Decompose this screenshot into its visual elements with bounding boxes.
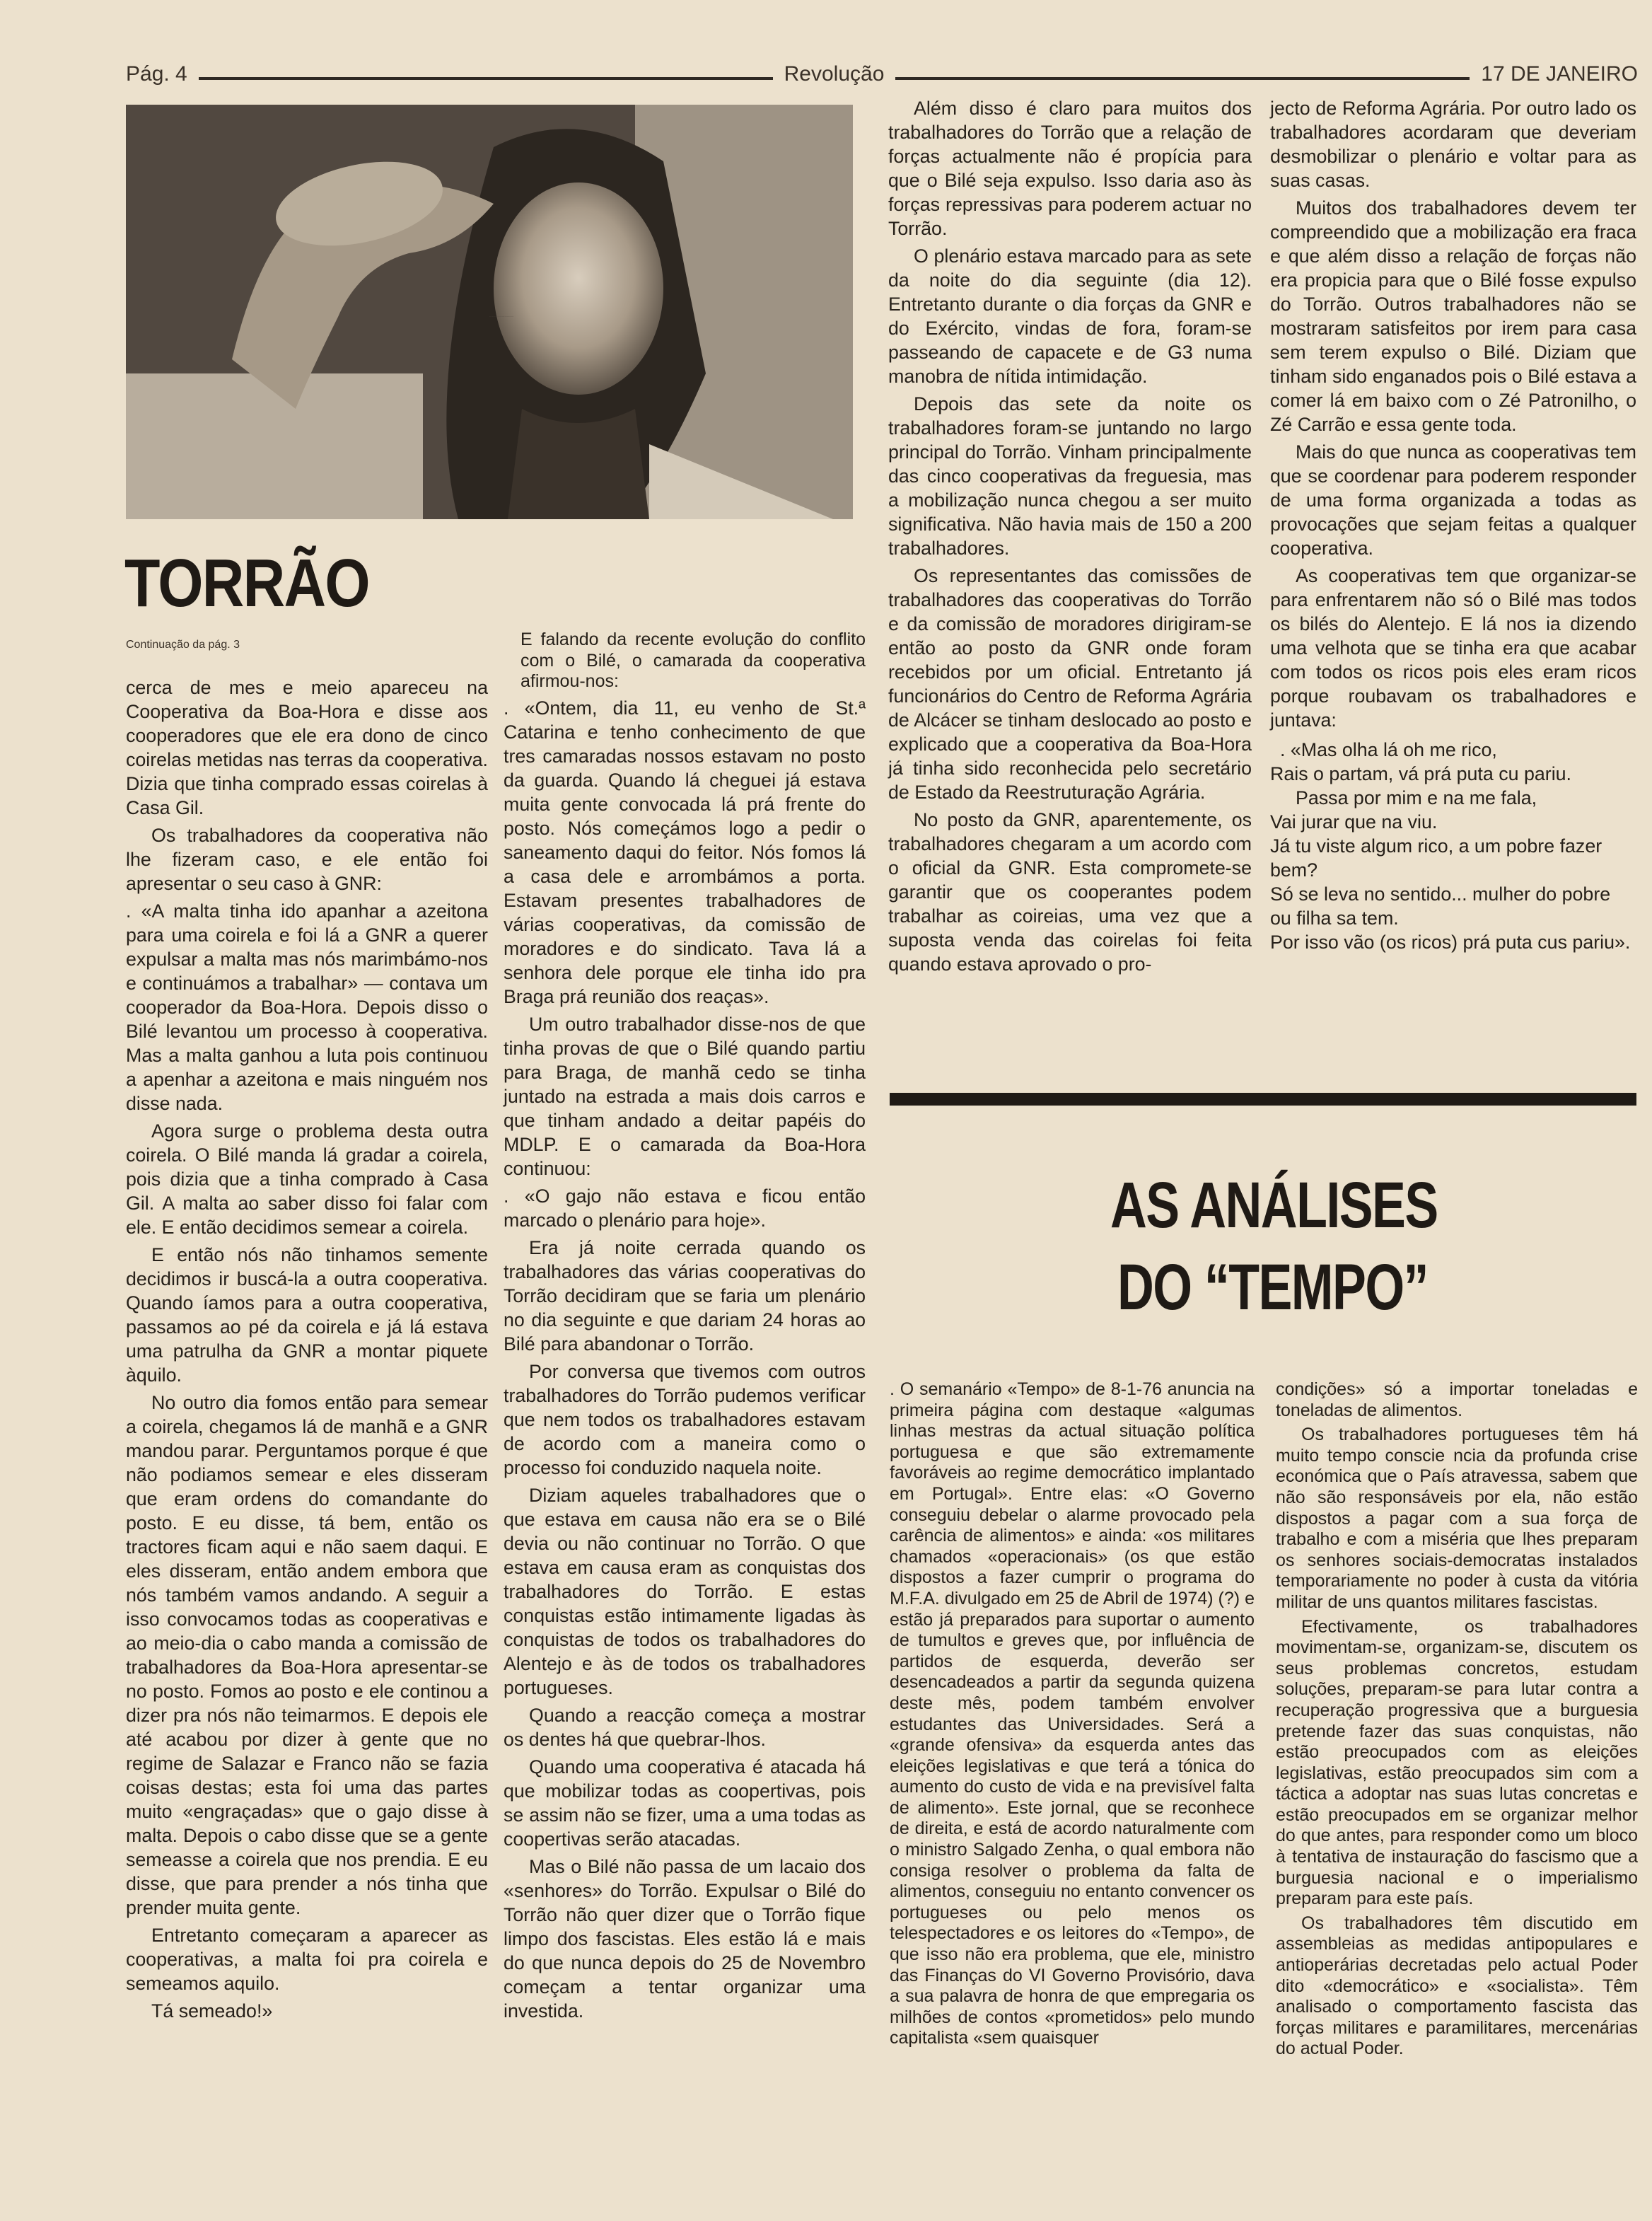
- paragraph: Mais do que nunca as cooperativas tem que se coordenar para poderem responder de uma forma organizada a todas as provocações que sejam feitas a qualquer cooperativa.: [1270, 441, 1636, 559]
- poem-line: Passa por mim e na me fala,: [1296, 787, 1537, 808]
- paragraph: Um outro trabalhador disse-nos de que tinha provas de que o Bilé quando partiu para Braga, de manhã cedo se tinha juntado na estrada a mais dois carros e que tinham andado a deitar papéis do MDLP. E o camarada da Boa-Hora continuou:: [504, 1013, 866, 1179]
- poem-line: Por isso vão (os ricos) prá puta cus pariu».: [1270, 932, 1631, 953]
- paragraph: Os trabalhadores portugueses têm há muito tempo conscie ncia da profunda crise económica que o País atravessa, sabem que não são responsáveis por ela, não estão dispostos a pagar com a sua força de trabalho e com a miséria que lhes preparam os senhores sociais-democratas instalados temporariamente no poder à custa da vitória militar de uns quantos militares fascistas.: [1276, 1425, 1638, 1612]
- paragraph: Era já noite cerrada quando os trabalhadores das várias cooperativas do Torrão decidiram que se faria um plenário no dia seguinte e que dariam 24 horas ao Bilé para abandonar o Torrão.: [504, 1236, 866, 1355]
- paragraph: jecto de Reforma Agrária. Por outro lado os trabalhadores acordaram que deveriam desmobilizar o plenário e voltar para as suas casas.: [1270, 98, 1636, 191]
- paragraph: . O semanário «Tempo» de 8-1-76 anuncia na primeira página com destaque «algumas linhas mestras da actual situação política portuguesa e que são extremamente favoráveis ao regime democrático implantado em Portugal». Entre elas: «O Governo conseguiu debelar o alarme provocado pela carência de alimentos» e ainda: «os militares chamados «operacionais» (os que estão dispostos a fazer cumprir o programa do M.F.A. divulgado em 25 de Abril de 1974) (?) e estão já preparados para suportar o aumento de tumultos e greves que, por influência de partidos de esquerda, deverão ser desencadeados a partir da segunda quizena deste mês, podem também envolver estudantes das Universidades. Será a «grande ofensiva» da esquerda antes das eleições legislativas e que terá a tónica do aumento do custo de vida e na previsível falta de alimento». Este jornal, que se reconhece de direita, e está de acordo naturalmente com o ministro Salgado Zenha, o qual embora não consiga resolver o problema da falta de alimentos, conseguiu no entanto convencer os portugueses ou pelo menos os telespectadores e os leitores do «Tempo», de que isso não era problema, que ele, ministro das Finanças do VI Governo Provisório, dava a sua palavra de honra de que empregaria os milhões de contos «prometidos» pelo mundo capitalista «sem quaisquer: [890, 1379, 1255, 2048]
- paragraph: cerca de mes e meio apareceu na Cooperativa da Boa-Hora e disse aos cooperadores que ele era dono de cinco coirelas metidas nas terras da cooperativa. Dizia que tinha comprado essas coirelas à Casa Gil.: [126, 677, 488, 818]
- paragraph: E então nós não tinhamos semente decidimos ir buscá-la a outra cooperativa. Quando íamos para a outra cooperativa, passamos ao pé da coirela e já lá estava uma patrulha da GNR a montar piquete àquilo.: [126, 1244, 488, 1386]
- continuation-note: Continuação da pág. 3: [126, 639, 240, 651]
- torrao-column-3: [888, 96, 1252, 980]
- paragraph: Depois das sete da noite os trabalhadores foram-se juntando no largo principal do Torrão. Vinham principalmente das cinco cooperativas da freguesia, mas a mobilização nunca chegou a ser muito significativa. Não havia mais de 150 a 200 trabalhadores.: [888, 393, 1252, 559]
- torrao-column-2: [504, 630, 866, 2026]
- paragraph: Tá semeado!»: [151, 2000, 273, 2022]
- newspaper-name: Revolução: [784, 62, 885, 86]
- paragraph: . «Ontem, dia 11, eu venho de St.ª Catarina e tenho conhecimento de que tres camaradas nossos estavam no posto da guarda. Quando lá cheguei já estava muita gente convocada lá prá frente do posto. Nós começámos logo a pedir o saneamento daqui do feitor. Nós fomos lá a casa dele e arrombámos a porta. Estavam presentes trabalhadores de várias cooperativas, da comissão de moradores e do sindicato. Tava lá a senhora dele porque ele tinha ido pra Braga prá reunião dos reaças».: [504, 697, 866, 1007]
- paragraph: E falando da recente evolução do conflito com o Bilé, o camarada da cooperativa afirmou-nos:: [520, 630, 866, 692]
- section-divider: [890, 1093, 1636, 1106]
- paragraph: Os representantes das comissões de trabalhadores das cooperativas do Torrão e da comissão de moradores dirigiram-se então ao posto da GNR onde foram recebidos por um oficial. Entretanto já funcionários do Centro de Reforma Agrária de Alcácer se tinham deslocado ao posto e explicado que a cooperativa da Boa-Hora já tinha sido reconhecida pelo secretário de Estado da Reestruturação Agrária.: [888, 565, 1252, 803]
- paragraph: Os trabalhadores têm discutido em assembleias as medidas antipopulares e antioperárias decretadas pelo actual Poder dito «democrático» e «socialista». Têm analisado o comportamento fascista das forças militares e paramilitares, mercenárias do actual Poder.: [1276, 1913, 1638, 2059]
- photo-illustration: [126, 105, 853, 519]
- poem-line: Já tu viste algum rico, a um pobre fazer bem?: [1270, 835, 1602, 881]
- tempo-column-1: [890, 1379, 1255, 2053]
- poem: [1270, 738, 1636, 954]
- header-rule-right: [895, 77, 1470, 80]
- article-title-line-2: DO “TEMPO”: [1117, 1251, 1428, 1323]
- paragraph: Quando uma cooperativa é atacada há que mobilizar todas as coopertivas, pois se assim não se fizer, uma a uma todas as coopertivas serão atacadas.: [504, 1756, 866, 1850]
- paragraph: Os trabalhadores da cooperativa não lhe fizeram caso, e ele então foi apresentar o seu caso à GNR:: [126, 825, 488, 894]
- poem-line: Rais o partam, vá prá puta cu pariu.: [1270, 763, 1571, 784]
- paragraph: . «O gajo não estava e ficou então marcado o plenário para hoje».: [504, 1185, 866, 1231]
- paragraph: Mas o Bilé não passa de um lacaio dos «senhores» do Torrão. Expulsar o Bilé do Torrão não quer dizer que o Torrão fique limpo dos fascistas. Eles estão lá e mais do que nunca depois do 25 de Novembro começam a tentar organizar uma investida.: [504, 1855, 866, 2022]
- paragraph: No outro dia fomos então para semear a coirela, chegamos lá de manhã e a GNR mandou parar. Perguntamos porque é que não podiamos semear e eles disseram que eram ordens do comandante do posto. E eu disse, tá bem, então os tractores ficam aqui e não saem daqui. E eles disseram, então andem embora que nós também vamos andando. A seguir a isso convocamos todas as cooperativas e ao meio-dia o cabo manda a comissão de trabalhadores da Boa-Hora apresentar-se no posto. Fomos ao posto e ele continou a dizer pra nós não teimarmos. E depois ele até acabou por dizer à gente que no regime de Salazar e Franco não se fazia coisas destas; esta foi uma das partes muito «engraçadas» que o gajo disse à malta. Depois o cabo disse que se a gente semeasse a coirela que nos prendia. E eu disse, que para prender a nós tinha que prender muita gente.: [126, 1392, 488, 1918]
- paragraph: Quando a reacção começa a mostrar os dentes há que quebrar-lhos.: [504, 1704, 866, 1750]
- article-title-line-1: AS ANÁLISES: [1110, 1169, 1438, 1241]
- paragraph: Diziam aqueles trabalhadores que o que estava em causa não era se o Bilé devia ou não continuar no Torrão. O que estava em causa eram as conquistas dos trabalhadores do Torrão. E estas conquistas estão intimamente ligadas às conquistas de todos os trabalhadores do Alentejo e às de todos os trabalhadores portugueses.: [504, 1484, 866, 1698]
- torrao-column-4: [1270, 96, 1636, 954]
- page-header: [126, 58, 1638, 91]
- paragraph: O plenário estava marcado para as sete da noite do dia seguinte (dia 12). Entretanto durante o dia forças da GNR e do Exército, vindas de fora, foram-se passeando de capacete e de G3 numa manobra de nítida intimidação.: [888, 245, 1252, 387]
- article-photo: [126, 105, 853, 519]
- header-rule-left: [199, 77, 773, 80]
- tempo-column-2: [1276, 1379, 1638, 2063]
- paragraph: Entretanto começaram a aparecer as cooperativas, a malta foi pra coirela e semeamos aquilo.: [126, 1925, 488, 1994]
- paragraph: Muitos dos trabalhadores devem ter compreendido que a mobilização era fraca e que além disso a relação de forças não era propicia para que o Bilé fosse expulso do Torrão. Outros trabalhadores não se mostraram satisfeitos por irem para casa sem terem expulso o Bilé. Diziam que tinham sido enganados pois o Bilé estava a comer lá em baixo com o Zé Patronilho, o Zé Carrão e essa gente toda.: [1270, 197, 1636, 435]
- page-number: Pág. 4: [126, 62, 187, 86]
- paragraph: Efectivamente, os trabalhadores movimentam-se, organizam-se, discutem os seus problemas concretos, estudam soluções, preparam-se para lutar contra a recuperação progressiva que a burguesia pretende fazer das suas conquistas, não estão preocupados com as eleições legislativas, estão preocupados sim com a táctica a adoptar nas suas lutas concretas e estão preocupados em se organizar melhor do que antes, para responder como um bloco à tentativa de instauração do fascismo que a burguesia nacional e o imperialismo preparam para este país.: [1276, 1616, 1638, 1909]
- poem-line: Só se leva no sentido... mulher do pobre ou filha sa tem.: [1270, 883, 1611, 929]
- paragraph: Agora surge o problema desta outra coirela. O Bilé manda lá gradar a coirela, pois dizia que a tinha comprado à Casa Gil. A malta ao saber disso foi falar com ele. E então decidimos semear a coirela.: [126, 1120, 488, 1238]
- photo-caption: photo of an elderly woman wearing a headscarf, hand raised to her forehead: [489, 317, 513, 318]
- paragraph: As cooperativas tem que organizar-se para enfrentarem não só o Bilé mas todos os bilés do Alentejo. E lá nos ia dizendo uma velhota que se tinha era que acabar com todos os ricos pois eles eram ricos porque roubavam os trabalhadores e juntava:: [1270, 565, 1636, 731]
- paragraph: Por conversa que tivemos com outros trabalhadores do Torrão pudemos verificar que nem todos os trabalhadores estavam de acordo com a maneira como o processo foi conduzido naquela noite.: [504, 1360, 866, 1478]
- paragraph: . «A malta tinha ido apanhar a azeitona para uma coirela e foi lá a GNR a querer expulsar a malta mas nós marimbámo-nos e continuámos a trabalhar» — contava um cooperador da Boa-Hora. Depois disso o Bilé levantou um processo à cooperativa. Mas a malta ganhou a luta pois continuou a apenhar a azeitona e mais ninguém nos disse nada.: [126, 900, 488, 1114]
- paragraph: condições» só a importar toneladas e toneladas de alimentos.: [1276, 1379, 1638, 1420]
- issue-date: 17 DE JANEIRO: [1481, 62, 1639, 86]
- article-title-torrao: TORRÃO: [124, 545, 369, 621]
- poem-line: Vai jurar que na viu.: [1270, 811, 1438, 833]
- torrao-column-1: [126, 675, 488, 2026]
- poem-line: . «Mas olha lá oh me rico,: [1280, 739, 1497, 760]
- paragraph: No posto da GNR, aparentemente, os trabalhadores chegaram a um acordo com o oficial da GNR. Esta compromete-se garantir que os cooperantes podem trabalhar as coireias, uma vez que a suposta venda das coirelas foi feita quando estava aprovado o pro-: [888, 809, 1252, 975]
- paragraph: Além disso é claro para muitos dos trabalhadores do Torrão que a relação de forças actualmente não é propícia para que o Bilé seja expulso. Isso daria aso às forças repressivas para poderem actuar no Torrão.: [888, 98, 1252, 239]
